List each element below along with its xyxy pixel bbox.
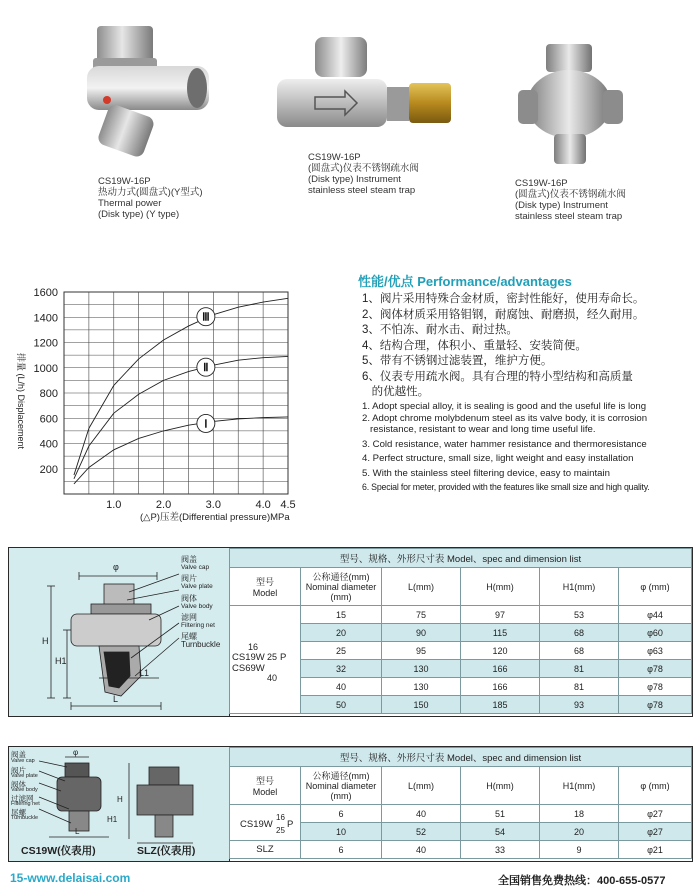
performance-en-list (362, 401, 650, 494)
product-photo-y-type (85, 18, 210, 168)
header-H: H(mm) (461, 568, 540, 606)
table-title: 型号、规格、外形尺寸表 Model、spec and dimension list (230, 748, 692, 767)
label-phi: φ (113, 562, 119, 572)
chart-x-tick: 1.0 (106, 499, 122, 511)
valve-drawing-y-type (9, 548, 230, 716)
model-cell-slz: SLZ (230, 841, 301, 859)
performance-title: 性能/优点 Performance/advantages (358, 274, 572, 289)
en-item: 1. Adopt special alloy, it is sealing is good and the useful life is long (362, 401, 647, 412)
displacement-chart (0, 268, 330, 530)
product-caption-2: CS19W-16P (圆盘式)仪表不锈钢疏水阀 (Disk type) Instrument stainless steel steam trap (308, 152, 419, 196)
chart-y-tick: 400 (39, 438, 58, 451)
label-valve-cap: 阀盖 (181, 555, 197, 564)
chart-x-label: (△P)压差(Differential pressure)MPa (140, 512, 290, 523)
header-dn: 公称通径(mm) Nominal diameter (mm) (301, 568, 382, 606)
header-H1: H1(mm) (540, 767, 619, 805)
caption-cs19w: CS19W(仪表用) (21, 845, 96, 857)
table-row: 10 52 54 20 φ27 (230, 823, 692, 841)
caption-slz: SLZ(仪表用) (137, 845, 196, 857)
header-model: 型号 Model (230, 767, 301, 805)
chart-series-line (74, 298, 288, 475)
label-valve-plate: 阀片 (181, 574, 197, 583)
cn-item: 5、带有不锈钢过滤装置，维护方便。 (362, 355, 553, 367)
label-valve-body: 阀体 (11, 780, 26, 789)
label-filter-net-en: Filtering net (11, 801, 40, 807)
chart-y-tick: 1000 (33, 362, 58, 375)
chart-grid (64, 292, 288, 494)
chart-y-tick: 1400 (33, 312, 58, 325)
en-item: 3. Cold resistance, water hammer resistance and thermoresistance (362, 438, 647, 450)
table-row: 16 CS19W 25 P CS69W 40 15 75 97 53 φ44 (230, 606, 692, 624)
en-item: 2. Adopt chrome molybdenum steel as its valve body, it is corrosion (362, 412, 648, 424)
footer-website: 15-www.delaisai.com (10, 871, 131, 885)
label-phi: φ (73, 748, 79, 757)
label-filter-net-en: Filtering net (181, 622, 215, 629)
label-valve-plate-en: Valve plate (11, 773, 38, 779)
chart-series-label: Ⅲ (202, 311, 210, 324)
chart-y-tick: 200 (39, 463, 58, 476)
chart-y-label: 排量 (L/h) Displacement (16, 353, 26, 450)
header-H1: H1(mm) (540, 568, 619, 606)
label-valve-cap-en: Valve cap (11, 758, 35, 764)
chart-y-tick: 800 (39, 388, 58, 400)
chart-x-tick: 3.0 (205, 499, 221, 511)
chart-series-label: Ⅱ (203, 362, 209, 375)
table-row: 16 CS19W 25 P 6 40 51 18 φ27 (230, 805, 692, 823)
valve-drawing-instrument (9, 747, 230, 861)
label-turnbuckle: 尾螺 (11, 808, 26, 817)
product-photo-instrument-2 (518, 42, 623, 167)
table-row: SLZ 6 40 33 9 φ21 (230, 841, 692, 859)
en-item: 5. With the stainless steel filtering device, easy to maintain (362, 467, 610, 479)
table-row: 25 95 120 68 φ63 (230, 642, 692, 660)
footer-hotline: 全国销售免费热线：400-655-0577 (498, 875, 666, 887)
label-filter-net: 滤网 (181, 613, 197, 622)
chart-y-tick: 1200 (33, 337, 58, 350)
spec-table-2 (229, 747, 692, 859)
header-dn: 公称通径(mm) Nominal diameter (mm) (301, 767, 382, 805)
chart-ticks (34, 287, 296, 511)
label-L: L (113, 694, 119, 704)
chart-x-tick: 4.5 (280, 499, 296, 511)
label-valve-cap: 阀盖 (11, 750, 26, 759)
header-phi: φ (mm) (619, 767, 692, 805)
label-valve-body-en: Valve body (181, 603, 213, 610)
product-photo-instrument-1 (275, 35, 455, 135)
label-valve-body-en: Valve body (11, 787, 38, 793)
label-H1: H1 (107, 815, 118, 824)
cn-item: 2、阀体材质采用铬钼钢，耐腐蚀、耐磨损，经久耐用。 (362, 308, 645, 321)
table-row: 40 130 166 81 φ78 (230, 678, 692, 696)
model-cell: 16 CS19W 25 P (230, 805, 301, 841)
label-H1: H1 (55, 656, 67, 666)
label-L1: L1 (139, 668, 150, 678)
cn-item: 6、仪表专用疏水阀。具有合理的特小型结构和高质量 (362, 370, 633, 383)
cn-item: 3、不怕冻、耐水击、耐过热。 (362, 324, 518, 336)
cn-item: 1、阀片采用特殊合金材质，密封性能好，使用寿命长。 (362, 293, 645, 305)
header-L: L(mm) (382, 568, 461, 606)
spec-table-2-box (8, 746, 693, 862)
label-valve-plate: 阀片 (11, 766, 26, 775)
cn-item: 的优越性。 (362, 386, 430, 398)
header-L: L(mm) (382, 767, 461, 805)
chart-series-line (74, 417, 288, 484)
en-item: resistance, resistant to wear and long time useful life. (362, 424, 596, 435)
table-row: 20 90 115 68 φ60 (230, 624, 692, 642)
label-valve-cap-en: Valve cap (181, 564, 210, 571)
label-turnbuckle-en: Turnbuckle (181, 640, 221, 649)
en-item: 6. Special for meter, provided with the features like small size and high quality. (362, 482, 650, 492)
product-caption-1: CS19W-16P 热动力式(圆盘式)(Y型式) Thermal power (Disk type) (Y type) (98, 176, 203, 220)
header-H: H(mm) (461, 767, 540, 805)
header-model: 型号 Model (230, 568, 301, 606)
header-phi: φ (mm) (619, 568, 692, 606)
table-title: 型号、规格、外形尺寸表 Model、spec and dimension list (230, 549, 692, 568)
en-item: 4. Perfect structure, small size, light weight and easy installation (362, 453, 634, 464)
label-H: H (42, 636, 49, 646)
cn-item: 4、结构合理，体积小、重量轻、安装简便。 (362, 339, 587, 352)
label-valve-plate-en: Valve plate (181, 583, 213, 590)
chart-series-label: Ⅰ (204, 418, 208, 431)
product-caption-3: CS19W-16P (圆盘式)仪表不锈钢疏水阀 (Disk type) Instrument stainless steel steam trap (515, 178, 626, 222)
label-L: L (75, 827, 80, 836)
label-valve-body: 阀体 (181, 594, 197, 603)
spec-table-1 (229, 548, 692, 714)
chart-x-tick: 4.0 (255, 499, 271, 511)
chart-y-tick: 1600 (33, 287, 58, 299)
label-filter-net: 过滤网 (11, 794, 34, 803)
label-turnbuckle-en: Turnbuckle (11, 815, 39, 821)
table-row: 32 130 166 81 φ78 (230, 660, 692, 678)
performance-cn-list (362, 292, 644, 401)
label-H: H (117, 795, 123, 804)
chart-x-tick: 2.0 (155, 499, 172, 511)
chart-y-tick: 600 (39, 413, 58, 426)
spec-table-1-box (8, 547, 693, 717)
model-cell: 16 CS19W 25 P CS69W 40 (230, 606, 301, 714)
table-row: 50 150 185 93 φ78 (230, 696, 692, 714)
label-turnbuckle: 尾螺 (181, 632, 197, 641)
